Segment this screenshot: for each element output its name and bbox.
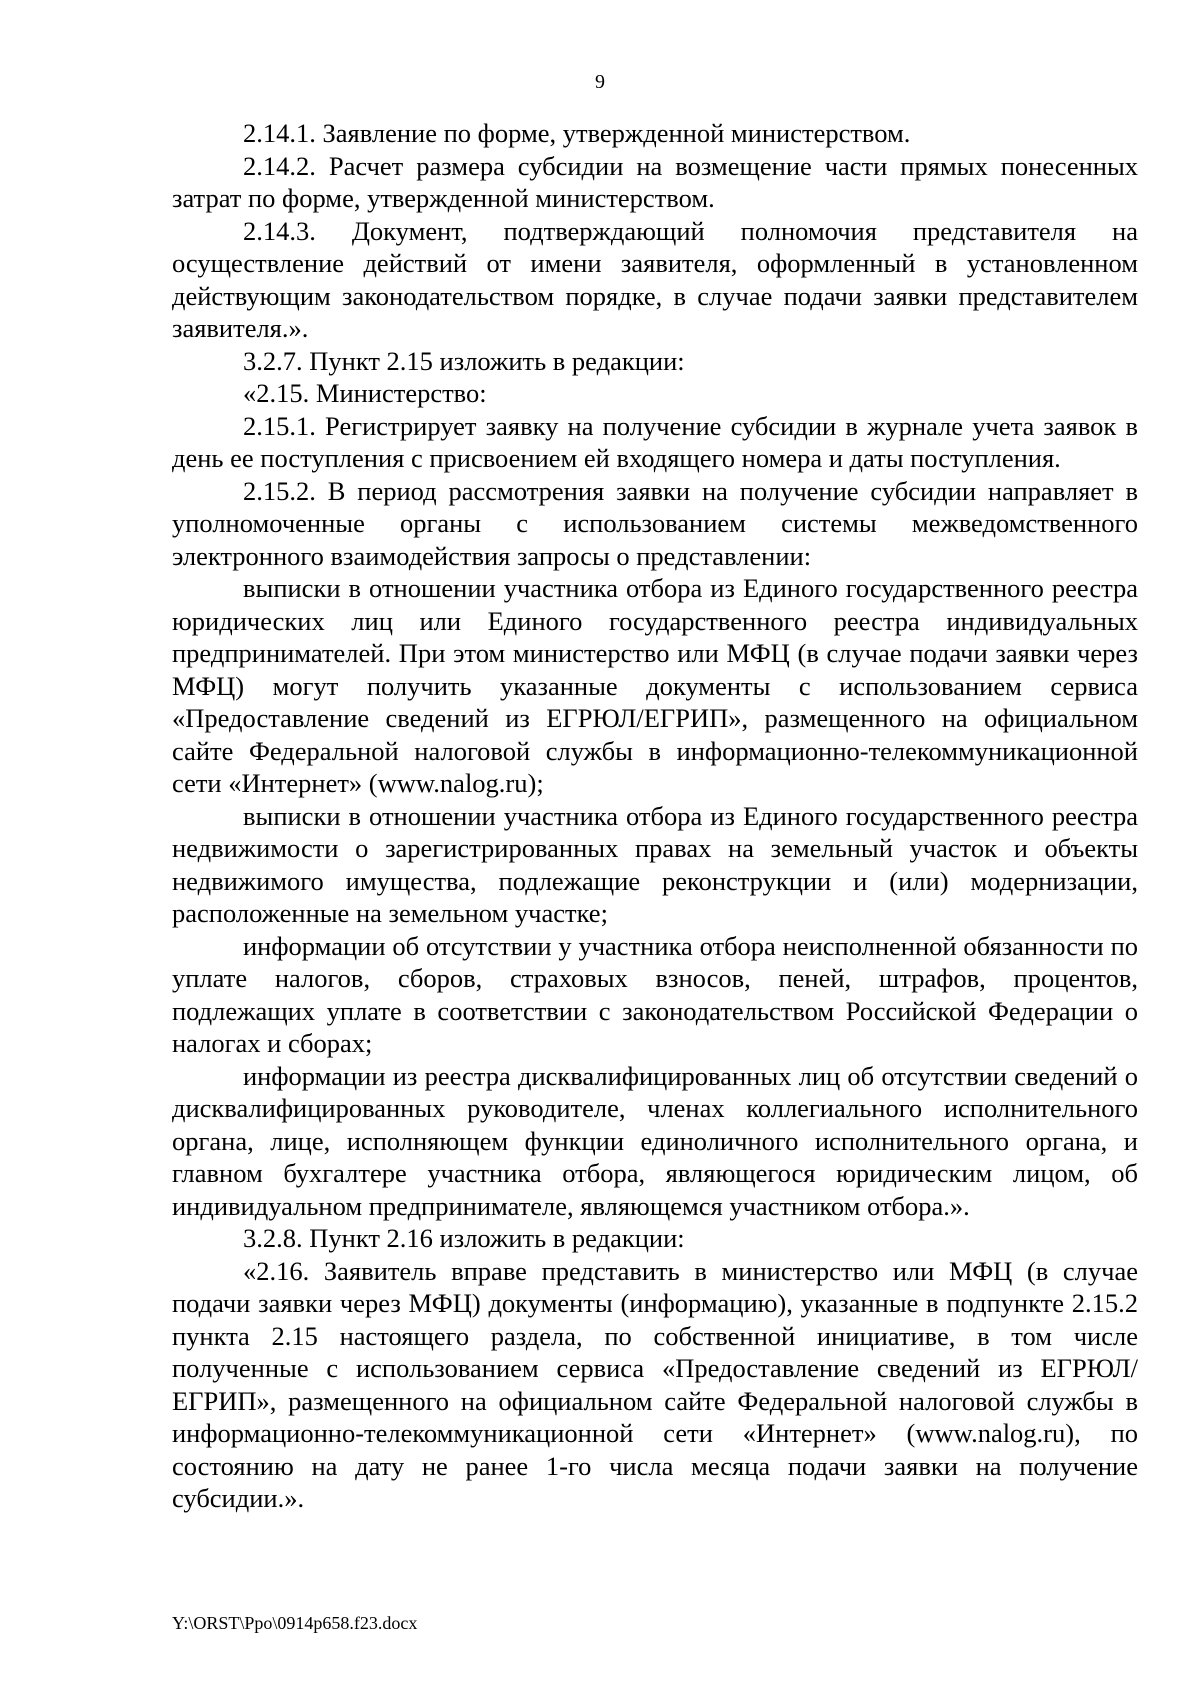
document-body	[172, 117, 1138, 1515]
paragraph-2-16: «2.16. Заявитель вправе представить в министерство или МФЦ (в случае подачи заявки через МФЦ) документы (информацию), указанные в подпункте 2.15.2 пункта 2.15 настоящего раздела, по собственной инициативе, в том числе полученные с использованием сервиса «Предоставление сведений из ЕГРЮЛ/ЕГРИП», размещенного на официальном сайте Федеральной налоговой службы в информационно-телекоммуникационной сети «Интернет» (www.nalog.ru), по состоянию на дату не ранее 1-го числа месяца подачи заявки на получение субсидии.».	[172, 1255, 1138, 1513]
paragraph-2-14-1: 2.14.1. Заявление по форме, утвержденной министерством.	[243, 118, 911, 148]
paragraph-egrul-extract: выписки в отношении участника отбора из Единого государственного реестра юридических лиц или Единого государственного реестра индивидуальных предпринимателей. При этом министерство или МФЦ (в случае подачи заявки через МФЦ) могут получить указанные документы с использованием сервиса «Предоставление сведений из ЕГРЮЛ/ЕГРИП», размещенного на официальном сайте Федеральной налоговой службы в информационно-телекоммуникационной сети «Интернет» (www.nalog.ru);	[172, 573, 1138, 798]
paragraph-2-15-2: 2.15.2. В период рассмотрения заявки на получение субсидии направляет в уполномоченные органы с использованием системы межведомственного электронного взаимодействия запросы о представлении:	[172, 475, 1138, 571]
paragraph-2-15-heading: «2.15. Министерство:	[243, 378, 487, 408]
paragraph-disqualified-info: информации из реестра дисквалифицированных лиц об отсутствии сведений о дисквалифицированных руководителе, членах коллегиального исполнительного органа, лице, исполняющем функции единоличного исполнительного органа, и главном бухгалтере участника отбора, являющегося юридическим лицом, об индивидуальном предпринимателе, являющемся участником отбора.».	[172, 1060, 1138, 1221]
paragraph-tax-info: информации об отсутствии у участника отбора неисполненной обязанности по уплате налогов, сборов, страховых взносов, пеней, штрафов, процентов, подлежащих уплате в соответствии с законодательством Российской Федерации о налогах и сборах;	[172, 930, 1138, 1058]
page-number: 9	[595, 71, 605, 93]
paragraph-3-2-7: 3.2.7. Пункт 2.15 изложить в редакции:	[243, 345, 685, 376]
paragraph-2-14-2: 2.14.2. Расчет размера субсидии на возмещение части прямых понесенных затрат по форме, утвержденной министерством.	[172, 150, 1138, 213]
paragraph-egrn-extract: выписки в отношении участника отбора из Единого государственного реестра недвижимости о зарегистрированных правах на земельный участок и объекты недвижимого имущества, подлежащие реконструкции и (или) модернизации, расположенные на земельном участке;	[172, 800, 1138, 928]
paragraph-2-14-3: 2.14.3. Документ, подтверждающий полномочия представителя на осуществление действий от имени заявителя, оформленный в установленном действующим законодательством порядке, в случае подачи заявки представителем заявителя.».	[172, 215, 1138, 343]
footer-file-path: Y:\ORST\Ppo\0914p658.f23.docx	[172, 1613, 418, 1633]
paragraph-3-2-8: 3.2.8. Пункт 2.16 изложить в редакции:	[243, 1223, 685, 1253]
paragraph-2-15-1: 2.15.1. Регистрирует заявку на получение субсидии в журнале учета заявок в день ее поступления с присвоением ей входящего номера и даты поступления.	[172, 410, 1138, 473]
